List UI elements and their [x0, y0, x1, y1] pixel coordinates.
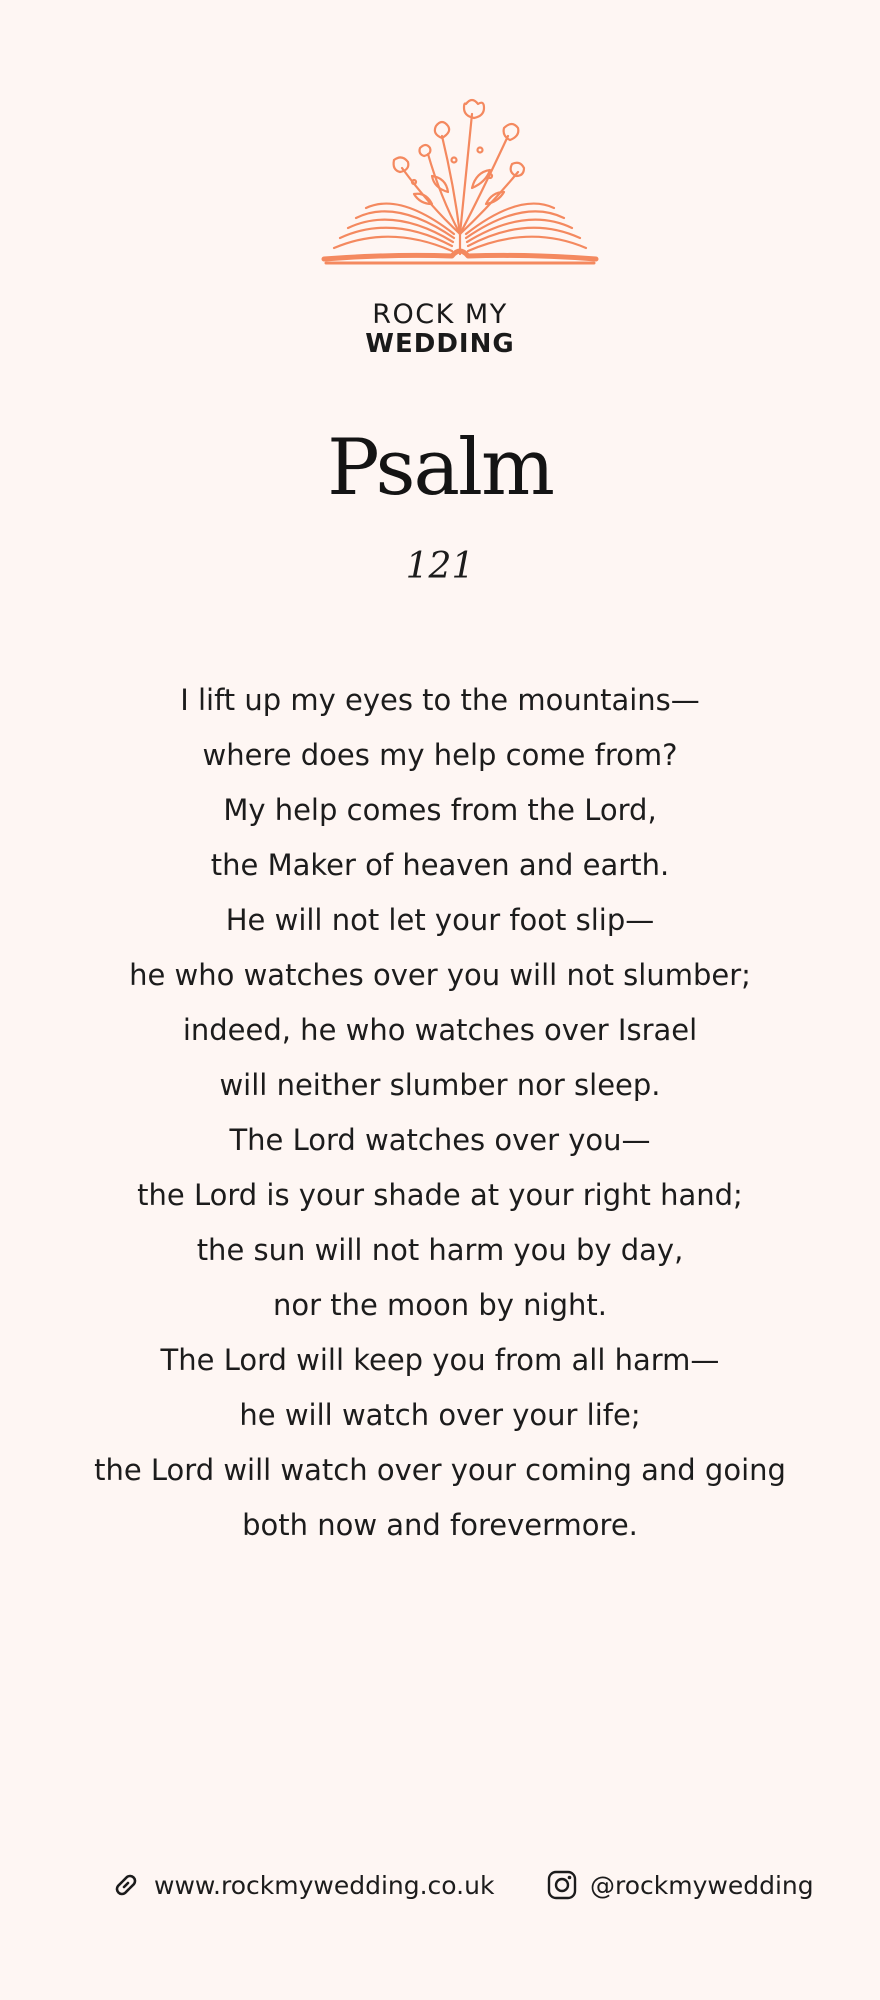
instagram-icon: [546, 1869, 578, 1901]
verse-line: will neither slumber nor sleep.: [219, 1068, 661, 1102]
open-book-with-flowers-icon: [320, 96, 600, 271]
verse-line: both now and forevermore.: [242, 1508, 638, 1542]
website-url: www.rockmywedding.co.uk: [154, 1870, 495, 1900]
verse-line: the Lord will watch over your coming and going: [94, 1453, 786, 1487]
verse-line: nor the moon by night.: [272, 1288, 607, 1322]
footer: [0, 1860, 880, 1910]
verse-line: the Maker of heaven and earth.: [210, 848, 670, 882]
verse-text: [0, 673, 880, 1553]
verse-line: I lift up my eyes to the mountains—: [180, 683, 700, 717]
website-link[interactable]: [110, 1860, 494, 1910]
verse-line: the sun will not harm you by day,: [196, 1233, 684, 1267]
verse-line: My help comes from the Lord,: [223, 793, 657, 827]
instagram-link[interactable]: [546, 1860, 814, 1910]
instagram-handle: @rockmywedding: [590, 1870, 814, 1900]
verse-line: where does my help come from?: [202, 738, 678, 772]
brand-line-1: ROCK MY: [372, 299, 508, 330]
brand-line-2: WEDDING: [365, 329, 515, 359]
verse-line: He will not let your foot slip—: [225, 903, 655, 937]
link-icon: [110, 1869, 142, 1901]
verse-line: The Lord watches over you—: [229, 1123, 651, 1157]
verse-line: The Lord will keep you from all harm—: [160, 1343, 720, 1377]
verse-line: the Lord is your shade at your right hand;: [137, 1178, 743, 1212]
verse-line: he who watches over you will not slumber;: [129, 958, 751, 992]
verse-line: he will watch over your life;: [239, 1398, 641, 1432]
page-title: Psalm: [327, 423, 553, 513]
psalm-number: 121: [405, 546, 475, 587]
brand-wordmark: [0, 300, 880, 358]
verse-line: indeed, he who watches over Israel: [182, 1013, 698, 1047]
